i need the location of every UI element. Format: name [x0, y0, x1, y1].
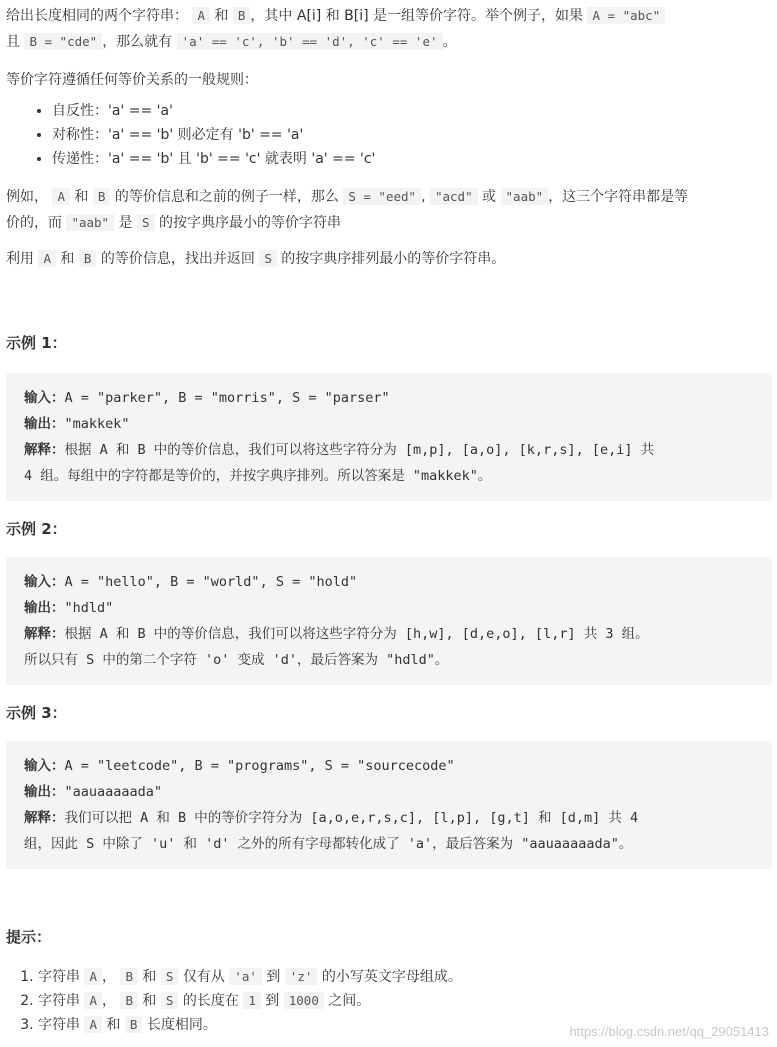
hints-title: 提示：	[6, 928, 52, 946]
example-explain: 解释：根据 A 和 B 中的等价信息，我们可以将这些字符分为 [m,p], [a,o], [k,r,s], [e,i] 共	[24, 442, 655, 458]
problem-page	[6, 0, 772, 1037]
example-explain-cont: 组，因此 S 中除了 'u' 和 'd' 之外的所有字母都转化成了 'a'，最后答案为 "aauaaaaada"。	[24, 836, 633, 852]
list-item: 1. 字符串 A ， B 和 S 仅有从 'a' 到 'z' 的小写英文字母组成。	[38, 965, 772, 989]
example-output: 输出："hdld"	[24, 600, 114, 616]
example-1-block	[6, 373, 772, 501]
example-1-title: 示例 1：	[6, 334, 67, 352]
example-input: 输入：A = "hello", B = "world", S = "hold"	[24, 574, 358, 590]
example-2-block	[6, 557, 772, 685]
example-input: 输入：A = "leetcode", B = "programs", S = "sourcecode"	[24, 758, 455, 774]
rules-title: 等价字符遵循任何等价关系的一般规则：	[6, 72, 258, 88]
list-item: • 传递性：'a' == 'b' 且 'b' == 'c' 就表明 'a' == 'c'	[52, 147, 772, 171]
watermark: https://blog.csdn.net/qq_29051413	[569, 1024, 769, 1039]
list-item: 3. 字符串 A 和 B 长度相同。	[38, 1013, 772, 1037]
example-output: 输出："makkek"	[24, 416, 130, 432]
example-input: 输入：A = "parker", B = "morris", S = "parser"	[24, 390, 390, 406]
rules-list	[6, 99, 772, 171]
intro-line-2: 且 B = "cde" ，那么就有 'a' == 'c', 'b' == 'd', 'c' == 'e' 。	[6, 34, 457, 50]
intro-line-1: 给出长度相同的两个字符串： A 和 B ，其中 A[i] 和 B[i] 是一组等价字符。举个例子，如果 A = "abc"	[6, 3, 772, 29]
para3: 利用 A 和 B 的等价信息，找出并返回 S 的按字典序排列最小的等价字符串。	[6, 251, 506, 267]
example-3-title: 示例 3：	[6, 704, 67, 722]
list-item: • 自反性：'a' == 'a'	[52, 99, 772, 123]
example-explain: 解释：根据 A 和 B 中的等价信息，我们可以将这些字符分为 [h,w], [d,e,o], [l,r] 共 3 组。	[24, 626, 649, 642]
example-2-title: 示例 2：	[6, 520, 67, 538]
para2-line-1: 例如， A 和 B 的等价信息和之前的例子一样，那么 S = "eed" , "acd" 或 "aab" ，这三个字符串都是等	[6, 189, 689, 205]
example-3-block	[6, 741, 772, 869]
para2-line-2: 价的，而 "aab" 是 S 的按字典序最小的等价字符串	[6, 215, 341, 231]
example-output: 输出："aauaaaaada"	[24, 784, 163, 800]
list-item: • 对称性：'a' == 'b' 则必定有 'b' == 'a'	[52, 123, 772, 147]
list-item: 2. 字符串 A ， B 和 S 的长度在 1 到 1000 之间。	[38, 989, 772, 1013]
example-explain: 解释：我们可以把 A 和 B 中的等价字符分为 [a,o,e,r,s,c], [l,p], [g,t] 和 [d,m] 共 4	[24, 810, 639, 826]
example-explain-cont: 4 组。每组中的字符都是等价的，并按字典序排列。所以答案是 "makkek"。	[24, 468, 492, 484]
example-explain-cont: 所以只有 S 中的第二个字符 'o' 变成 'd'，最后答案为 "hdld"。	[24, 652, 449, 668]
